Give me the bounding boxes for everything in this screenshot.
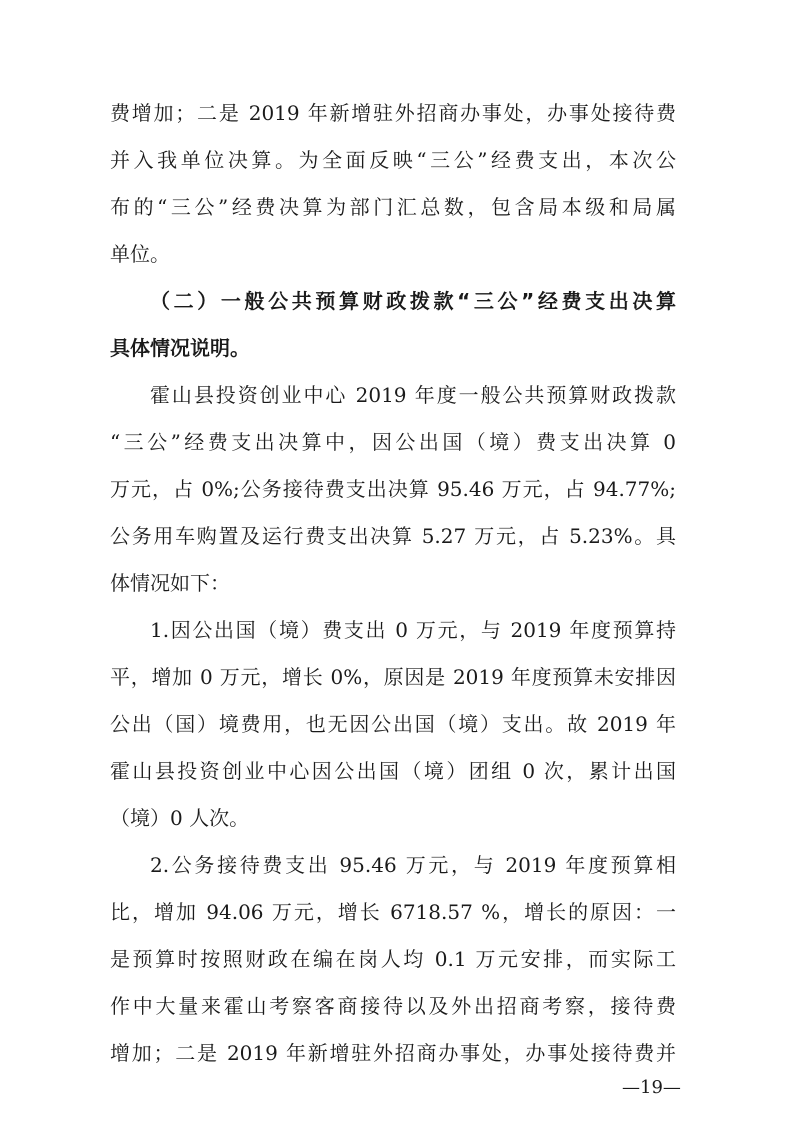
paragraph-line: 公出（国）境费用，也无因公出国（境）支出。故 2019 年 bbox=[110, 712, 676, 736]
paragraph-line: 体情况如下： bbox=[110, 571, 230, 595]
paragraph-line: 单位。 bbox=[110, 242, 170, 266]
paragraph-line: 布的“三公”经费决算为部门汇总数，包含局本级和局属 bbox=[110, 195, 676, 219]
paragraph-line: “三公”经费支出决算中，因公出国（境）费支出决算 0 bbox=[110, 430, 676, 454]
paragraph-line: 平，增加 0 万元，增长 0%，原因是 2019 年度预算未安排因 bbox=[110, 665, 676, 689]
paragraph-line: 1.因公出国（境）费支出 0 万元，与 2019 年度预算持 bbox=[150, 618, 676, 642]
section-heading-line: （二）一般公共预算财政拨款“三公”经费支出决算 bbox=[150, 289, 676, 313]
paragraph-line: 比，增加 94.06 万元，增长 6718.57 %，增长的原因：一 bbox=[110, 900, 676, 924]
paragraph-line: 2.公务接待费支出 95.46 万元，与 2019 年度预算相 bbox=[150, 853, 676, 877]
paragraph-line: 并入我单位决算。为全面反映“三公”经费支出，本次公 bbox=[110, 148, 676, 172]
paragraph-line: 作中大量来霍山考察客商接待以及外出招商考察，接待费 bbox=[110, 994, 676, 1018]
paragraph-line: 公务用车购置及运行费支出决算 5.27 万元，占 5.23%。具 bbox=[110, 524, 676, 548]
paragraph-line: 是预算时按照财政在编在岗人均 0.1 万元安排，而实际工 bbox=[110, 947, 676, 971]
page-number: —19— bbox=[622, 1077, 681, 1098]
paragraph-line: 万元，占 0%;公务接待费支出决算 95.46 万元，占 94.77%; bbox=[110, 477, 676, 501]
paragraph-line: 费增加；二是 2019 年新增驻外招商办事处，办事处接待费 bbox=[110, 101, 676, 125]
paragraph-line: （境）0 人次。 bbox=[110, 806, 250, 830]
paragraph-line: 增加；二是 2019 年新增驻外招商办事处，办事处接待费并 bbox=[110, 1041, 676, 1065]
paragraph-line: 霍山县投资创业中心因公出国（境）团组 0 次，累计出国 bbox=[110, 759, 676, 783]
section-heading-line: 具体情况说明。 bbox=[110, 336, 250, 360]
paragraph-line: 霍山县投资创业中心 2019 年度一般公共预算财政拨款 bbox=[150, 383, 676, 407]
